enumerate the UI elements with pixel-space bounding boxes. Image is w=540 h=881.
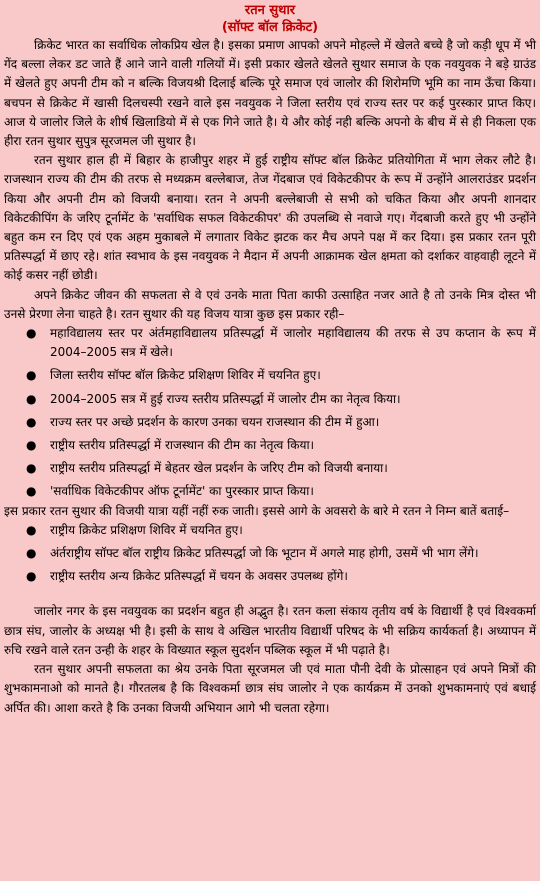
bullet-icon: ● — [26, 414, 37, 429]
bullet-icon: ● — [26, 546, 37, 561]
list-item — [26, 366, 536, 385]
list-item — [26, 459, 536, 478]
list-item — [26, 413, 536, 432]
page-title: रतन सुथार — [244, 3, 296, 18]
future-opportunities-list — [4, 521, 536, 587]
list-item — [26, 482, 536, 501]
paragraph-profile: जालोर नगर के इस नवयुवक का प्रदर्शन बहुत ही अद्भुत है। रतन कला संकाय तृतीय वर्ष के विद्यार्थी है एवं विश्वकर्मा छात्र संघ, जालोर के अध्यक्ष भी है। इसी के साथ वे अखिल भारतीय विद्यार्थी परिषद के भी सक्रिय कार्यकर्ता है। अध्यापन में रुचि रखने वाले रतन उन्ही के शहर के विख्यात स्कूल सुदर्शन पब्लिक स्कूल में भी पढ़ाते है। — [4, 604, 536, 657]
bullet-icon: ● — [26, 461, 37, 476]
paragraph-closing: रतन सुथार अपनी सफलता का श्रेय उनके पिता सूरजमल जी एवं माता पौनी देवी के प्रोत्साहन एवं अपने मित्रों की शुभकामनाओ को मानते है। गौरतलब है कि विश्वकर्मा छात्र संघ जालोर ने एक कार्यक्रम में उनको शुभकामनाएं एवं बधाई अर्पित की। आशा करते है कि उनका विजयी अभियान आगे भी चलता रहेगा। — [4, 662, 536, 715]
paragraph-intro: क्रिकेट भारत का सर्वाधिक लोकप्रिय खेल है। इसका प्रमाण आपको अपने मोहल्ले में खेलते बच्चे है जो कड़ी धूप में भी गेंद बल्ला लेकर डट जाते हैं आने जाने वाली गलियों में। इसी प्रकार खेलते खेलते सुथार समाज के एक नवयुवक ने बड़े ग्राउंड में खेलते हुए अपनी टीम को न बल्कि विजयश्री दिलाई बल्कि पूरे समाज एवं जालोर की शिरोमणि भूमि का नाम ऊँचा किया। बचपन से क्रिकेट में खासी दिलचस्पी रखने वाले इस नवयुवक ने जिला स्तरीय एवं राज्य स्तर पर कई पुरस्कार प्राप्त किए। आज ये जालोर जिले के शीर्ष खिलाडियो में से एक गिने जाते है। ये और कोई नही बल्कि अपनो के बीच में से ही निकला एक हीरा रतन सुथार सुपुत्र सूरजमल जी सुथार है। — [4, 38, 536, 149]
list-item-text: राष्ट्रीय स्तरीय प्रतिस्पर्द्धा में राजस्थान की टीम का नेतृत्व किया। — [50, 438, 315, 453]
list-item-text: राष्ट्रीय स्तरीय अन्य क्रिकेट प्रतिस्पर्द्धा में चयन के अवसर उपलब्ध होंगे। — [50, 569, 348, 584]
list-item-text: राज्य स्तर पर अच्छे प्रदर्शन के कारण उनका चयन राजस्थान की टीम में हुआ। — [50, 414, 380, 429]
list-item-text: अंर्तराष्ट्रीय सॉफ्ट बॉल राष्ट्रीय क्रिकेट प्रतिस्पर्द्धा जो कि भूटान में अगले माह होगी, उसमें भी भाग लेंगे। — [50, 546, 479, 561]
list-item-text: 'सर्वाधिक विकेटकीपर ऑफ टूर्नामेंट' का पुरस्कार प्राप्त किया। — [50, 484, 314, 499]
bullet-icon: ● — [26, 368, 37, 383]
bullet-icon: ● — [26, 438, 37, 453]
list-item — [26, 521, 536, 540]
bullet-icon: ● — [26, 522, 37, 537]
list-item-text: 2004–2005 सत्र में हुई राज्य स्तरीय प्रतिस्पर्द्धा में जालोर टीम का नेतृत्व किया। — [50, 391, 401, 406]
bullet-icon: ● — [26, 569, 37, 584]
list-item — [26, 390, 536, 409]
list-item-text: जिला स्तरीय सॉफ्ट बॉल क्रिकेट प्रशिक्षण शिविर में चयनित हुए। — [50, 368, 321, 383]
list-item — [26, 567, 536, 586]
paragraph-future: इस प्रकार रतन सुथार की विजयी यात्रा यहीं नहीं रुक जाती। इससे आगे के अवसरो के बारे मे रतन ने निम्न बातें बताई– — [4, 503, 510, 518]
bullet-icon: ● — [26, 391, 37, 406]
list-item — [26, 324, 536, 362]
list-item — [26, 436, 536, 455]
list-item-text: महाविद्यालय स्तर पर अंर्तमहाविद्यालय प्रतिस्पर्द्धा में जालोर महाविद्यालय की तरफ से उप कप्तान के रूप में 2004–2005 सत्र में खेले। — [50, 326, 536, 360]
list-item — [26, 544, 536, 563]
page-subtitle: (सॉफ्ट बॉल क्रिकेट) — [221, 20, 319, 35]
achievements-list — [4, 324, 536, 502]
list-item-text: राष्ट्रीय क्रिकेट प्रशिक्षण शिविर में चयनित हुए। — [50, 522, 243, 537]
list-item-text: राष्ट्रीय स्तरीय प्रतिस्पर्द्धा में बेहतर खेल प्रदर्शन के जरिए टीम को विजयी बनाया। — [50, 461, 388, 476]
bullet-icon: ● — [26, 326, 37, 341]
paragraph-national-tournament: रतन सुथार हाल ही में बिहार के हाजीपुर शहर में हुई राष्ट्रीय सॉफ्ट बॉल क्रिकेट प्रतियोगिता में भाग लेकर लौटे है। राजस्थान राज्य की टीम की तरफ से मध्यक्रम बल्लेबाज, तेज गेंदबाज एवं विकेटकीपर के रूप में उन्होंने आलराउंडर प्रदर्शन किया और अपनी टीम को विजयी बनाया। रतन ने अपनी बल्लेबाजी से सभी को चकित किया और अपनी शानदार विकेटकीपिंग के जरिए टूर्नामेंट के 'सर्वाधिक सफल विकेटकीपर' की उपलब्धि से नवाजे गए। गेंदबाजी करते हुए भी उन्होंने बहुत कम रन दिए एवं एक अहम मुकाबले में लगातार विकेट झटक कर मैच अपने पक्ष में कर दिया। इस प्रकार रतन पूरी प्रतिस्पर्द्धा में छाए रहे। शांत स्वभाव के इस नवयुवक ने मैदान में अपनी आक्रामक खेल क्षमता को दर्शाकर वाहवाही लूटने में कोई कसर नहीं छोडी। — [4, 153, 536, 283]
paragraph-journey-intro: अपने क्रिकेट जीवन की सफलता से वे एवं उनके माता पिता काफी उत्साहित नजर आते है तो उनके मित्र दोस्त भी उनसे प्रेरणा लेना चाहते है। रतन सुथार की यह विजय यात्रा कुछ इस प्रकार रही– — [4, 287, 536, 321]
bullet-icon: ● — [26, 484, 37, 499]
